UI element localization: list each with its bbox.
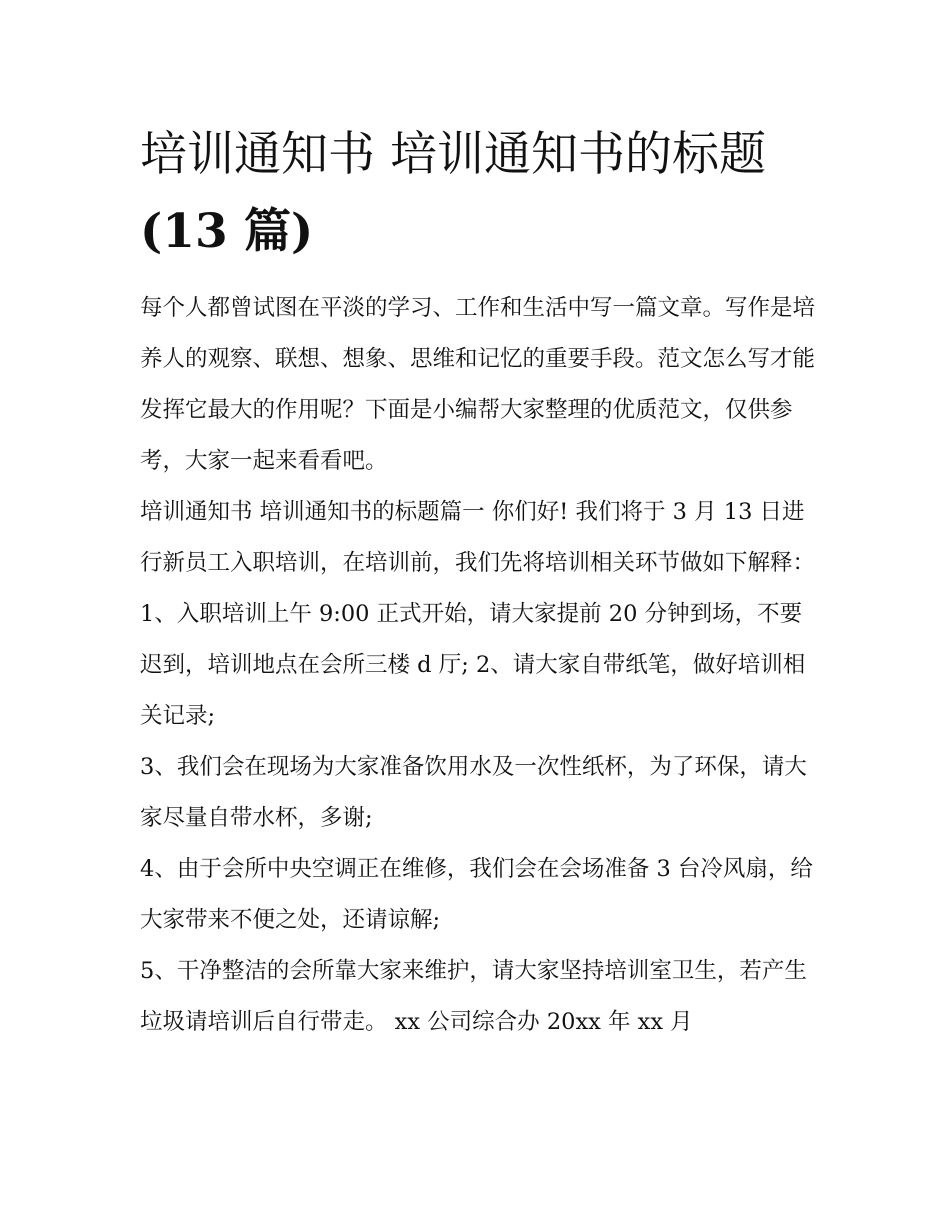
paragraph-item-3: 3、我们会在现场为大家准备饮用水及一次性纸杯，为了环保，请大家尽量自带水杯，多谢; [140, 754, 807, 831]
title-count: (13 篇) [140, 204, 314, 259]
document-body [140, 283, 820, 1048]
paragraph-item-1-2: 1、入职培训上午 9:00 正式开始，请大家提前 20 分钟到场，不要迟到，培训地点在会所三楼 d 厅; 2、请大家自带纸笔，做好培训相关记录; [140, 601, 806, 729]
title-main: 培训通知书 培训通知书的标题 [140, 127, 766, 182]
paragraph-item-4: 4、由于会所中央空调正在维修，我们会在会场准备 3 台冷风扇，给大家带来不便之处，还请谅解; [140, 856, 813, 933]
paragraph-intro: 每个人都曾试图在平淡的学习、工作和生活中写一篇文章。写作是培养人的观察、联想、想象、思维和记忆的重要手段。范文怎么写才能发挥它最大的作用呢？下面是小编帮大家整理的优质范文，仅供参考，大家一起来看看吧。 [140, 295, 816, 474]
document-title [140, 116, 830, 270]
paragraph-item-5: 5、干净整洁的会所靠大家来维护，请大家坚持培训室卫生，若产生垃圾请培训后自行带走。 xx 公司综合办 20xx 年 xx 月 [140, 958, 807, 1035]
paragraph-notice-opening: 培训通知书 培训通知书的标题篇一 你们好! 我们将于 3 月 13 日进行新员工入职培训，在培训前，我们先将培训相关环节做如下解释： [140, 499, 816, 576]
